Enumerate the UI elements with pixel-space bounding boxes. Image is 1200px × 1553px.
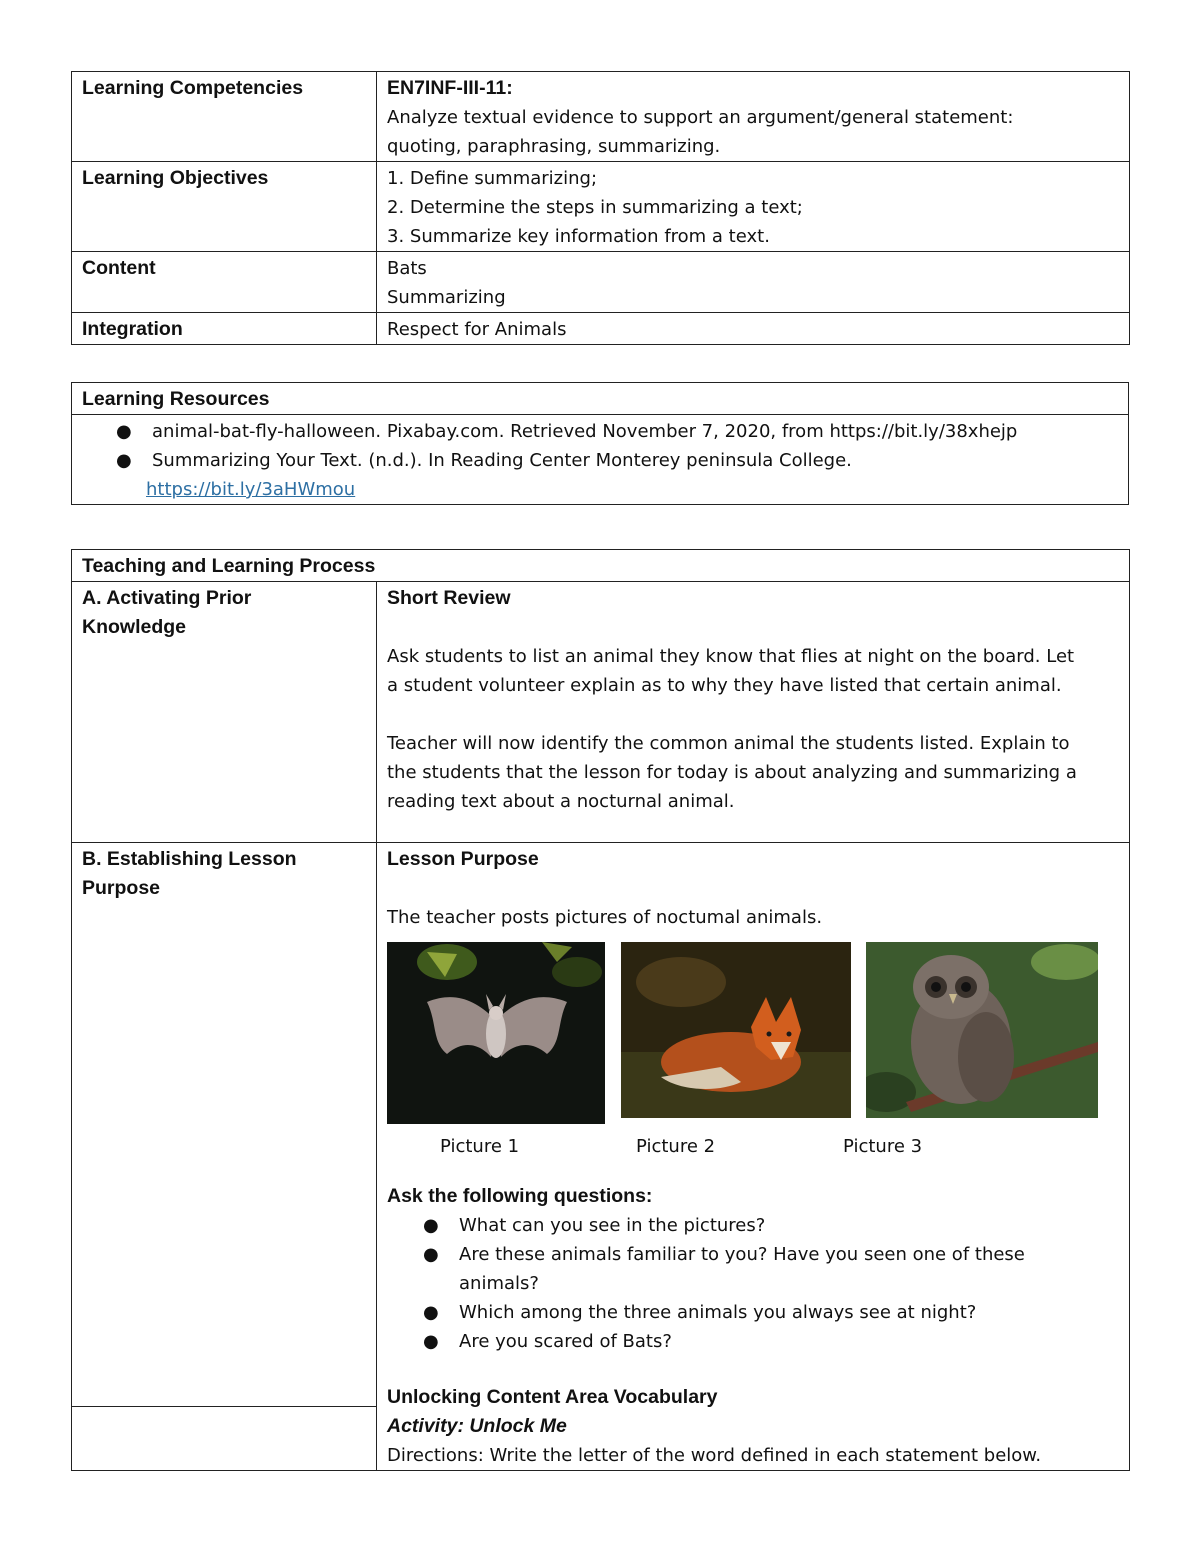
questions-list: [387, 1211, 1119, 1356]
text-line: 1. Define summarizing;: [387, 168, 598, 189]
resources-heading: Learning Resources: [72, 383, 1129, 415]
spacer: [387, 1356, 1119, 1383]
label-line: Knowledge: [82, 616, 187, 638]
text-line: Respect for Animals: [387, 319, 567, 340]
bullet-icon: ●: [116, 421, 132, 442]
row-label: Learning Objectives: [72, 162, 377, 252]
bullet-icon: ●: [423, 1331, 439, 1352]
text-line: Summarizing: [387, 287, 506, 308]
resources-list: [114, 417, 1118, 475]
spacer: [387, 613, 1119, 642]
fox-picture: [621, 942, 851, 1118]
row-label: [72, 582, 377, 843]
question-text: Are you scared of Bats?: [459, 1331, 672, 1352]
question-text: Are these animals familiar to you? Have you seen one of these: [459, 1244, 1025, 1265]
bullet-icon: ●: [423, 1302, 439, 1323]
text-line: 3. Summarize key information from a text.: [387, 226, 770, 247]
text-line: Bats: [387, 258, 427, 279]
label-box: [72, 843, 376, 1407]
label-line: Purpose: [82, 877, 161, 899]
bullet-icon: ●: [423, 1215, 439, 1236]
table-row: [72, 252, 1130, 313]
list-item: [421, 1298, 1119, 1327]
table-row: [72, 582, 1130, 843]
row-label: [72, 843, 377, 1471]
bullet-icon: ●: [116, 450, 132, 471]
list-item: [114, 446, 1118, 475]
table-row: [72, 550, 1130, 582]
row-label: Learning Competencies: [72, 72, 377, 162]
lesson-info-table: [71, 71, 1130, 345]
picture-caption: Picture 2: [636, 1136, 716, 1157]
activity-title: Activity: Unlock Me: [387, 1415, 567, 1437]
question-text: Which among the three animals you always see at night?: [459, 1302, 977, 1323]
table-row: [72, 383, 1129, 415]
bat-picture: [387, 942, 605, 1124]
directions-text: Directions: Write the letter of the word defined in each statement below.: [387, 1445, 1042, 1466]
row-label: Integration: [72, 313, 377, 345]
text-line: the students that the lesson for today is about analyzing and summarizing a: [387, 762, 1077, 783]
table-row: [72, 72, 1130, 162]
row-label: Content: [72, 252, 377, 313]
list-item: [114, 417, 1118, 446]
list-item: [421, 1327, 1119, 1356]
teaching-process-table: [71, 549, 1130, 1471]
vocab-title: Unlocking Content Area Vocabulary: [387, 1386, 718, 1408]
table-row: [72, 313, 1130, 345]
row-value: [377, 313, 1130, 345]
resource-link[interactable]: https://bit.ly/3aHWmou: [146, 479, 356, 500]
question-text: animals?: [459, 1273, 539, 1294]
owl-picture: [866, 942, 1098, 1118]
row-value: [377, 252, 1130, 313]
spacer: [387, 700, 1119, 729]
questions-title: Ask the following questions:: [387, 1185, 653, 1207]
table-row: [72, 162, 1130, 252]
list-item: [421, 1240, 1119, 1298]
text-line: The teacher posts pictures of noctumal animals.: [387, 907, 823, 928]
row-value: [377, 843, 1130, 1471]
process-heading: Teaching and Learning Process: [72, 550, 1130, 582]
list-item: [421, 1211, 1119, 1240]
text-line: Ask students to list an animal they know that flies at night on the board. Let: [387, 646, 1075, 667]
resources-list-cell: [72, 415, 1129, 505]
row-value: [377, 162, 1130, 252]
row-value: [377, 582, 1130, 843]
row-value: [377, 72, 1130, 162]
label-line: B. Establishing Lesson: [82, 848, 297, 870]
learning-resources-table: [71, 382, 1129, 505]
resource-text: Summarizing Your Text. (n.d.). In Reading Center Monterey peninsula College.: [152, 450, 852, 471]
section-title: Lesson Purpose: [387, 848, 539, 870]
table-row: [72, 843, 1130, 1471]
resource-text: animal-bat-fly-halloween. Pixabay.com. Retrieved November 7, 2020, from https://bit.ly/38xhejp: [152, 421, 1018, 442]
table-row: [72, 415, 1129, 505]
question-text: What can you see in the pictures?: [459, 1215, 766, 1236]
animal-pictures: [387, 942, 1119, 1182]
competency-code: EN7INF-III-11:: [387, 77, 513, 99]
section-title: Short Review: [387, 587, 511, 609]
text-line: a student volunteer explain as to why they have listed that certain animal.: [387, 675, 1062, 696]
label-line: A. Activating Prior: [82, 587, 252, 609]
spacer: [387, 874, 1119, 903]
bullet-icon: ●: [423, 1244, 439, 1265]
text-line: Analyze textual evidence to support an argument/general statement:: [387, 107, 1014, 128]
text-line: quoting, paraphrasing, summarizing.: [387, 136, 721, 157]
text-line: Teacher will now identify the common animal the students listed. Explain to: [387, 733, 1070, 754]
text-line: 2. Determine the steps in summarizing a text;: [387, 197, 803, 218]
picture-caption: Picture 1: [440, 1136, 520, 1157]
text-line: reading text about a nocturnal animal.: [387, 791, 735, 812]
picture-caption: Picture 3: [843, 1136, 923, 1157]
